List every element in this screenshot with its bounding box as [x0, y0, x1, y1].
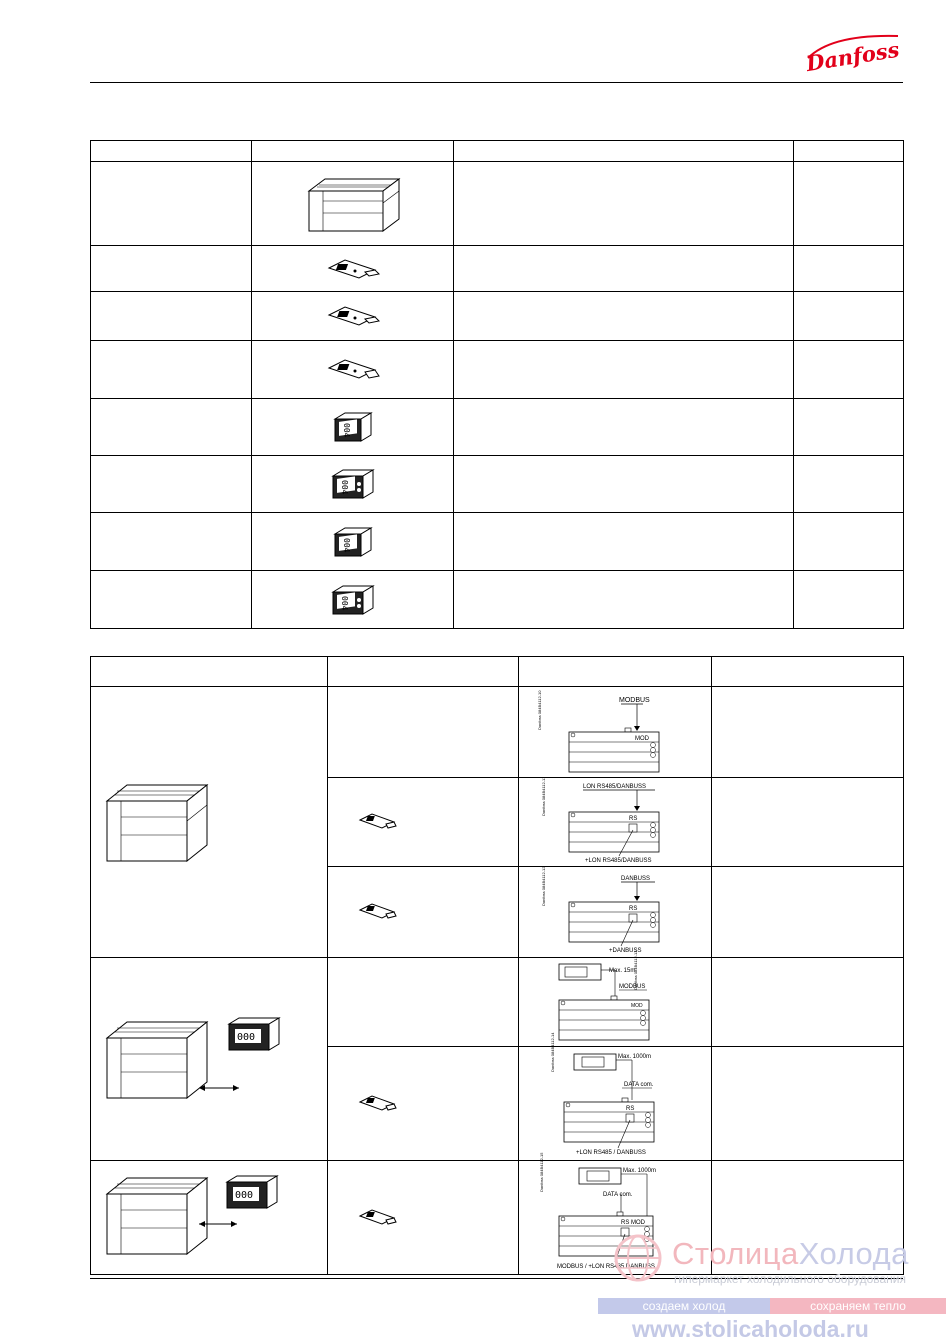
watermark-title: СтолицаХолода [672, 1236, 909, 1271]
svg-text:004: 004 [339, 480, 349, 495]
svg-text:DATA com.: DATA com. [624, 1081, 654, 1088]
svg-text:Danfoss 084B4112-10: Danfoss 084B4112-10 [537, 690, 542, 730]
table-row [91, 341, 904, 399]
svg-text:004: 004 [341, 537, 351, 552]
svg-text:Max. 1000m: Max. 1000m [623, 1167, 657, 1174]
table-header-row [91, 141, 904, 162]
display-unit-icon [331, 524, 375, 560]
table-row [91, 292, 904, 341]
header-cell [454, 141, 794, 162]
table-row [91, 456, 904, 513]
svg-text:MODBUS: MODBUS [619, 697, 650, 704]
communication-card-icon [325, 354, 381, 386]
svg-text:RS MOD: RS MOD [621, 1219, 645, 1226]
table-row [91, 399, 904, 456]
svg-text:RS: RS [626, 1105, 635, 1112]
header-cell [328, 657, 519, 687]
svg-text:DANBUSS: DANBUSS [621, 876, 651, 882]
svg-text:Danfoss 084B4112-15: Danfoss 084B4112-15 [539, 1151, 544, 1192]
danbuss-wiring-diagram [541, 866, 665, 954]
svg-text:Max. 15m: Max. 15m [609, 968, 636, 974]
header-cell [91, 141, 252, 162]
components-table [90, 140, 904, 629]
globe-icon [612, 1232, 664, 1284]
communication-card-icon [358, 1092, 398, 1116]
table-row [91, 958, 904, 1047]
svg-text:MODBUS / +LON RS485 DANBUSS: MODBUS / +LON RS485 DANBUSS [557, 1263, 655, 1270]
watermark-url: www.stolicaholoda.ru [632, 1316, 869, 1342]
svg-text:DATA com.: DATA com. [603, 1191, 633, 1198]
svg-text:Max. 1000m: Max. 1000m [618, 1053, 652, 1060]
controller-with-display-icon [103, 1168, 303, 1268]
svg-text:MOD: MOD [631, 1003, 643, 1009]
display-unit-icon [329, 466, 377, 502]
watermark-slogan-right: сохраняем тепло [770, 1298, 946, 1314]
lon-rs485-wiring-diagram [541, 776, 665, 864]
svg-text:Danfoss: Danfoss [804, 36, 901, 77]
display-unit-icon [331, 409, 375, 445]
communication-card-icon [358, 1206, 398, 1230]
svg-text:+DANBUSS: +DANBUSS [609, 948, 642, 954]
header-cell [519, 657, 712, 687]
watermark-subtitle: гипермаркет холодильного оборудования [674, 1272, 906, 1286]
table-row [91, 571, 904, 629]
header-rule [90, 82, 903, 83]
communication-card-icon [358, 900, 398, 924]
display-rs485-wiring-diagram [550, 1031, 670, 1158]
svg-text:000: 000 [237, 1032, 256, 1043]
table-row [91, 687, 904, 778]
svg-text:Danfoss 084B4112-13: Danfoss 084B4112-13 [633, 950, 638, 990]
header-cell [252, 141, 454, 162]
svg-text:004: 004 [339, 595, 349, 610]
svg-text:+LON RS485/DANBUSS: +LON RS485/DANBUSS [585, 858, 652, 864]
svg-text:Danfoss 084B4112-14: Danfoss 084B4112-14 [550, 1031, 555, 1072]
connection-table [90, 656, 904, 1275]
controller-module-icon [103, 777, 213, 867]
table-row [91, 246, 904, 292]
communication-card-icon [325, 301, 381, 331]
svg-text:004: 004 [341, 423, 351, 438]
svg-text:+LON RS485 / DANBUSS: +LON RS485 / DANBUSS [576, 1149, 646, 1156]
header-cell [91, 657, 328, 687]
watermark-slogan-left: создаем холод [598, 1298, 770, 1314]
svg-text:RS: RS [629, 906, 638, 912]
controller-module-icon [303, 173, 403, 235]
svg-text:RS: RS [629, 816, 638, 822]
communication-card-icon [325, 256, 381, 282]
header-cell [794, 141, 904, 162]
modbus-wiring-diagram [537, 690, 665, 774]
svg-text:Danfoss 084B4112-11: Danfoss 084B4112-11 [541, 776, 546, 816]
header-cell [712, 657, 904, 687]
controller-with-display-icon [103, 1004, 303, 1114]
svg-text:MODBUS: MODBUS [619, 984, 646, 990]
table-header-row [91, 657, 904, 687]
svg-text:Danfoss 084B4112-12: Danfoss 084B4112-12 [541, 866, 546, 906]
svg-text:MOD: MOD [635, 736, 649, 742]
svg-text:LON RS485/DANBUSS: LON RS485/DANBUSS [583, 784, 647, 790]
table-row [91, 162, 904, 246]
table-row [91, 513, 904, 571]
svg-text:000: 000 [235, 1189, 254, 1201]
display-unit-icon [329, 582, 377, 618]
danfoss-logo [802, 28, 902, 77]
communication-card-icon [358, 810, 398, 834]
